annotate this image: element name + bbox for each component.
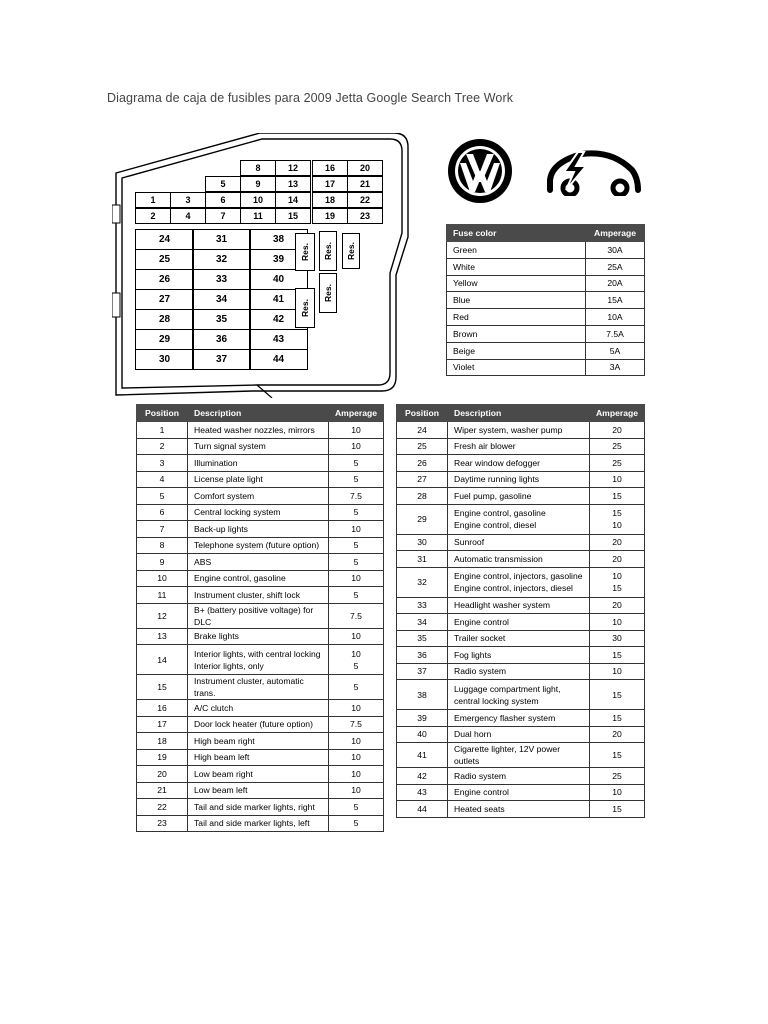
fuse-slot-5: 5 (205, 176, 241, 192)
fuse-description: Instrument cluster, shift lock (188, 587, 329, 604)
fuse-description: Fog lights (448, 647, 590, 664)
fuse-color-table (446, 224, 645, 376)
fuse-slot-16: 16 (312, 160, 348, 176)
fuse-slot-40: 40 (249, 269, 308, 290)
fuse-row (137, 570, 384, 587)
fuse-description: Heated seats (448, 801, 590, 818)
fuse-row (137, 733, 384, 750)
fuse-color-amperage: 15A (586, 292, 645, 309)
fuse-amperage: 10 (328, 749, 383, 766)
fuse-color-row (447, 342, 645, 359)
fuse-slot-4: 4 (170, 208, 206, 224)
fuse-amperage: 10 (589, 663, 644, 680)
fuse-slot-24: 24 (135, 229, 194, 250)
fuse-description: Daytime running lights (448, 471, 590, 488)
fuse-amperage: 5 (328, 587, 383, 604)
fuse-row (397, 710, 645, 727)
fuse-box-diagram (112, 133, 412, 398)
fuse-position: 38 (397, 680, 448, 710)
fuse-table-right (396, 404, 645, 818)
fuse-color-name: Red (447, 309, 586, 326)
fuse-position: 30 (397, 534, 448, 551)
fuse-row (397, 680, 645, 710)
fuse-row (397, 438, 645, 455)
fuse-row (397, 743, 645, 768)
fuse-color-row (447, 258, 645, 275)
fuse-row (137, 675, 384, 700)
fuse-row (137, 815, 384, 832)
fuse-slot-22: 22 (347, 192, 383, 208)
fuse-position: 16 (137, 700, 188, 717)
fuse-description: Telephone system (future option) (188, 537, 329, 554)
fuse-slot-26: 26 (135, 269, 194, 290)
fuse-position: 9 (137, 554, 188, 571)
fuse-description: Tail and side marker lights, left (188, 815, 329, 832)
fuse-position: 32 (397, 567, 448, 597)
fuse-description: Headlight washer system (448, 597, 590, 614)
fuse-amperage: 10 15 (589, 567, 644, 597)
fuse-row (397, 768, 645, 785)
fuse-amperage: 7.5 (328, 716, 383, 733)
fuse-position: 26 (397, 455, 448, 472)
fuse-position: 37 (397, 663, 448, 680)
fuse-position: 21 (137, 782, 188, 799)
fuse-slot-27: 27 (135, 289, 194, 310)
fuse-description: Tail and side marker lights, right (188, 799, 329, 816)
fuse-amperage: 10 (328, 782, 383, 799)
fuse-position: 4 (137, 471, 188, 488)
fuse-slot-31: 31 (192, 229, 251, 250)
fuse-position: 43 (397, 784, 448, 801)
fuse-position: 20 (137, 766, 188, 783)
fuse-slot-30: 30 (135, 349, 194, 370)
fuse-amperage: 5 (328, 471, 383, 488)
fuse-row (397, 534, 645, 551)
amperage-header: Amperage (586, 225, 645, 242)
fuse-row (397, 504, 645, 534)
fuse-row (137, 521, 384, 538)
fuse-description: High beam left (188, 749, 329, 766)
fuse-color-name: Green (447, 242, 586, 259)
fuse-description: Automatic transmission (448, 551, 590, 568)
fuse-position: 22 (137, 799, 188, 816)
fuse-description: Instrument cluster, automatic trans. (188, 675, 329, 700)
fuse-position: 5 (137, 488, 188, 505)
description-header: Description (188, 405, 329, 422)
fuse-amperage: 10 (328, 766, 383, 783)
fuse-row (137, 716, 384, 733)
fuse-slot-34: 34 (192, 289, 251, 310)
fuse-amperage: 10 (328, 422, 383, 439)
fuse-position: 28 (397, 488, 448, 505)
fuse-position: 18 (137, 733, 188, 750)
fuse-description: Engine control (448, 614, 590, 631)
fuse-slot-43: 43 (249, 329, 308, 350)
fuse-position: 19 (137, 749, 188, 766)
fuse-slot-8: 8 (240, 160, 276, 176)
fuse-row (397, 663, 645, 680)
fuse-slot-41: 41 (249, 289, 308, 310)
fuse-slot-36: 36 (192, 329, 251, 350)
fuse-position: 33 (397, 597, 448, 614)
fuse-slot-6: 6 (205, 192, 241, 208)
fuse-row (397, 647, 645, 664)
fuse-slot-15: 15 (275, 208, 311, 224)
fuse-position: 44 (397, 801, 448, 818)
fuse-description: Fresh air blower (448, 438, 590, 455)
fuse-slot-25: 25 (135, 249, 194, 270)
fuse-amperage: 20 (589, 597, 644, 614)
fuse-description: Engine control, injectors, gasoline Engine control, injectors, diesel (448, 567, 590, 597)
fuse-color-name: Brown (447, 325, 586, 342)
fuse-color-row (447, 292, 645, 309)
fuse-position: 23 (137, 815, 188, 832)
fuse-description: Cigarette lighter, 12V power outlets (448, 743, 590, 768)
fuse-slot-35: 35 (192, 309, 251, 330)
fuse-slot-32: 32 (192, 249, 251, 270)
fuse-row (137, 488, 384, 505)
fuse-slot-11: 11 (240, 208, 276, 224)
fuse-amperage: 10 5 (328, 645, 383, 675)
fuse-position: 27 (397, 471, 448, 488)
fuse-position: 39 (397, 710, 448, 727)
fuse-slot-39: 39 (249, 249, 308, 270)
fuse-amperage: 5 (328, 815, 383, 832)
fuse-slot-20: 20 (347, 160, 383, 176)
fuse-position: 29 (397, 504, 448, 534)
fuse-color-amperage: 7.5A (586, 325, 645, 342)
fuse-color-amperage: 20A (586, 275, 645, 292)
fuse-description: B+ (battery positive voltage) for DLC (188, 603, 329, 628)
fuse-position: 15 (137, 675, 188, 700)
fuse-row (397, 801, 645, 818)
fuse-color-name: Yellow (447, 275, 586, 292)
fuse-color-amperage: 10A (586, 309, 645, 326)
fuse-description: Heated washer nozzles, mirrors (188, 422, 329, 439)
fuse-row (137, 603, 384, 628)
fuse-table-header-row (137, 405, 384, 422)
fuse-amperage: 10 (589, 614, 644, 631)
fuse-color-amperage: 25A (586, 258, 645, 275)
fuse-amperage: 20 (589, 551, 644, 568)
fuse-description: Wiper system, washer pump (448, 422, 590, 439)
fuse-slot-7: 7 (205, 208, 241, 224)
fuse-slot-42: 42 (249, 309, 308, 330)
fuse-amperage: 10 (328, 700, 383, 717)
fuse-amperage: 10 (328, 521, 383, 538)
fuse-position: 12 (137, 603, 188, 628)
fuse-description: Rear window defogger (448, 455, 590, 472)
fuse-description: Fuel pump, gasoline (448, 488, 590, 505)
fuse-row (137, 628, 384, 645)
fuse-amperage: 5 (328, 554, 383, 571)
fuse-description: Illumination (188, 455, 329, 472)
fuse-amperage: 15 (589, 647, 644, 664)
fuse-color-amperage: 30A (586, 242, 645, 259)
fuse-slot-38: 38 (249, 229, 308, 250)
fuse-slot-19: 19 (312, 208, 348, 224)
fuse-slot-2: 2 (135, 208, 171, 224)
fuse-row (137, 504, 384, 521)
fuse-position: 36 (397, 647, 448, 664)
fuse-position: 11 (137, 587, 188, 604)
fuse-slot-37: 37 (192, 349, 251, 370)
fuse-slot-18: 18 (312, 192, 348, 208)
fuse-amperage: 15 (589, 488, 644, 505)
fuse-row (137, 471, 384, 488)
fuse-slot-23: 23 (347, 208, 383, 224)
fuse-slot-44: 44 (249, 349, 308, 370)
fuse-position: 7 (137, 521, 188, 538)
fuse-amperage: 10 (328, 570, 383, 587)
fuse-row (137, 587, 384, 604)
fuse-amperage: 20 (589, 726, 644, 743)
fuse-color-row (447, 309, 645, 326)
fuse-row (397, 455, 645, 472)
fuse-row (137, 537, 384, 554)
fuse-description: High beam right (188, 733, 329, 750)
fuse-amperage: 25 (589, 455, 644, 472)
fuse-description: Door lock heater (future option) (188, 716, 329, 733)
fuse-slot-29: 29 (135, 329, 194, 350)
fuse-slot-13: 13 (275, 176, 311, 192)
fuse-amperage: 5 (328, 455, 383, 472)
fuse-amperage: 7.5 (328, 603, 383, 628)
fuse-row (397, 726, 645, 743)
reserved-slot: Res. (295, 288, 315, 328)
fuse-slot-10: 10 (240, 192, 276, 208)
description-header: Description (448, 405, 590, 422)
fuse-amperage: 10 (328, 628, 383, 645)
fuse-position: 1 (137, 422, 188, 439)
fuse-description: Luggage compartment light, central locking system (448, 680, 590, 710)
fuse-row (397, 597, 645, 614)
fuse-description: Low beam left (188, 782, 329, 799)
fuse-amperage: 15 (589, 801, 644, 818)
fuse-description: Interior lights, with central locking Interior lights, only (188, 645, 329, 675)
reserved-slot: Res. (319, 273, 337, 313)
fuse-amperage: 10 (589, 784, 644, 801)
fuse-description: Radio system (448, 768, 590, 785)
fuse-slot-21: 21 (347, 176, 383, 192)
fuse-row (137, 782, 384, 799)
fuse-slot-3: 3 (170, 192, 206, 208)
fuse-row (397, 614, 645, 631)
fuse-amperage: 15 (589, 743, 644, 768)
fuse-position: 35 (397, 630, 448, 647)
fuse-row (137, 455, 384, 472)
fuse-amperage: 15 10 (589, 504, 644, 534)
fuse-slot-17: 17 (312, 176, 348, 192)
fuse-row (137, 554, 384, 571)
fuse-description: Engine control (448, 784, 590, 801)
fuse-amperage: 20 (589, 534, 644, 551)
fuse-position: 10 (137, 570, 188, 587)
amperage-header: Amperage (589, 405, 644, 422)
fuse-description: Engine control, gasoline Engine control, diesel (448, 504, 590, 534)
fuse-description: Low beam right (188, 766, 329, 783)
electric-car-icon (542, 148, 642, 196)
fuse-slot-12: 12 (275, 160, 311, 176)
fuse-description: Comfort system (188, 488, 329, 505)
fuse-amperage: 10 (328, 733, 383, 750)
fuse-description: Turn signal system (188, 438, 329, 455)
reserved-slot: Res. (319, 231, 337, 271)
fuse-row (397, 784, 645, 801)
fuse-slot-28: 28 (135, 309, 194, 330)
fuse-color-row (447, 275, 645, 292)
fuse-amperage: 15 (589, 680, 644, 710)
fuse-position: 13 (137, 628, 188, 645)
fuse-position: 14 (137, 645, 188, 675)
fuse-position: 8 (137, 537, 188, 554)
fuse-description: Dual horn (448, 726, 590, 743)
position-header: Position (137, 405, 188, 422)
fuse-amperage: 25 (589, 438, 644, 455)
fuse-color-amperage: 5A (586, 342, 645, 359)
fuse-amperage: 5 (328, 537, 383, 554)
fuse-position: 17 (137, 716, 188, 733)
fuse-row (137, 766, 384, 783)
fuse-row (137, 438, 384, 455)
fuse-description: Brake lights (188, 628, 329, 645)
reserved-slot: Res. (295, 233, 315, 271)
fuse-row (137, 422, 384, 439)
fuse-row (397, 551, 645, 568)
fuse-description: Emergency flasher system (448, 710, 590, 727)
fuse-color-amperage: 3A (586, 359, 645, 376)
page-title: Diagrama de caja de fusibles para 2009 Jetta Google Search Tree Work (107, 91, 514, 105)
fuse-position: 41 (397, 743, 448, 768)
fuse-row (137, 700, 384, 717)
fuse-color-header: Fuse color (447, 225, 586, 242)
fuse-amperage: 10 (328, 438, 383, 455)
fuse-amperage: 5 (328, 675, 383, 700)
fuse-position: 42 (397, 768, 448, 785)
fuse-amperage: 10 (589, 471, 644, 488)
fuse-position: 25 (397, 438, 448, 455)
fuse-amperage: 25 (589, 768, 644, 785)
fuse-amperage: 5 (328, 504, 383, 521)
fuse-row (397, 422, 645, 439)
fuse-description: ABS (188, 554, 329, 571)
fuse-amperage: 15 (589, 710, 644, 727)
fuse-color-row (447, 359, 645, 376)
amperage-header: Amperage (328, 405, 383, 422)
fuse-amperage: 30 (589, 630, 644, 647)
fuse-row (137, 645, 384, 675)
fuse-row (397, 567, 645, 597)
vw-logo-icon (446, 137, 514, 205)
fuse-position: 2 (137, 438, 188, 455)
fuse-color-header-row (447, 225, 645, 242)
fuse-description: Radio system (448, 663, 590, 680)
reserved-slot: Res. (342, 233, 360, 269)
fuse-description: Trailer socket (448, 630, 590, 647)
fuse-description: Sunroof (448, 534, 590, 551)
fuse-amperage: 5 (328, 799, 383, 816)
fuse-row (397, 488, 645, 505)
fuse-position: 31 (397, 551, 448, 568)
fuse-position: 34 (397, 614, 448, 631)
fuse-position: 3 (137, 455, 188, 472)
fuse-table-left (136, 404, 384, 832)
fuse-color-name: White (447, 258, 586, 275)
fuse-row (137, 749, 384, 766)
fuse-description: Engine control, gasoline (188, 570, 329, 587)
fuse-amperage: 20 (589, 422, 644, 439)
fuse-table-header-row (397, 405, 645, 422)
fuse-position: 40 (397, 726, 448, 743)
fuse-amperage: 7.5 (328, 488, 383, 505)
fuse-position: 24 (397, 422, 448, 439)
fuse-color-name: Beige (447, 342, 586, 359)
fuse-slot-33: 33 (192, 269, 251, 290)
fuse-color-row (447, 325, 645, 342)
fuse-description: A/C clutch (188, 700, 329, 717)
fuse-slot-14: 14 (275, 192, 311, 208)
fuse-description: Central locking system (188, 504, 329, 521)
fuse-row (397, 630, 645, 647)
fuse-color-name: Blue (447, 292, 586, 309)
fuse-slot-9: 9 (240, 176, 276, 192)
fuse-color-name: Violet (447, 359, 586, 376)
fuse-row (137, 799, 384, 816)
fuse-slot-1: 1 (135, 192, 171, 208)
fuse-row (397, 471, 645, 488)
fuse-description: Back-up lights (188, 521, 329, 538)
fuse-position: 6 (137, 504, 188, 521)
fuse-color-row (447, 242, 645, 259)
position-header: Position (397, 405, 448, 422)
fuse-description: License plate light (188, 471, 329, 488)
